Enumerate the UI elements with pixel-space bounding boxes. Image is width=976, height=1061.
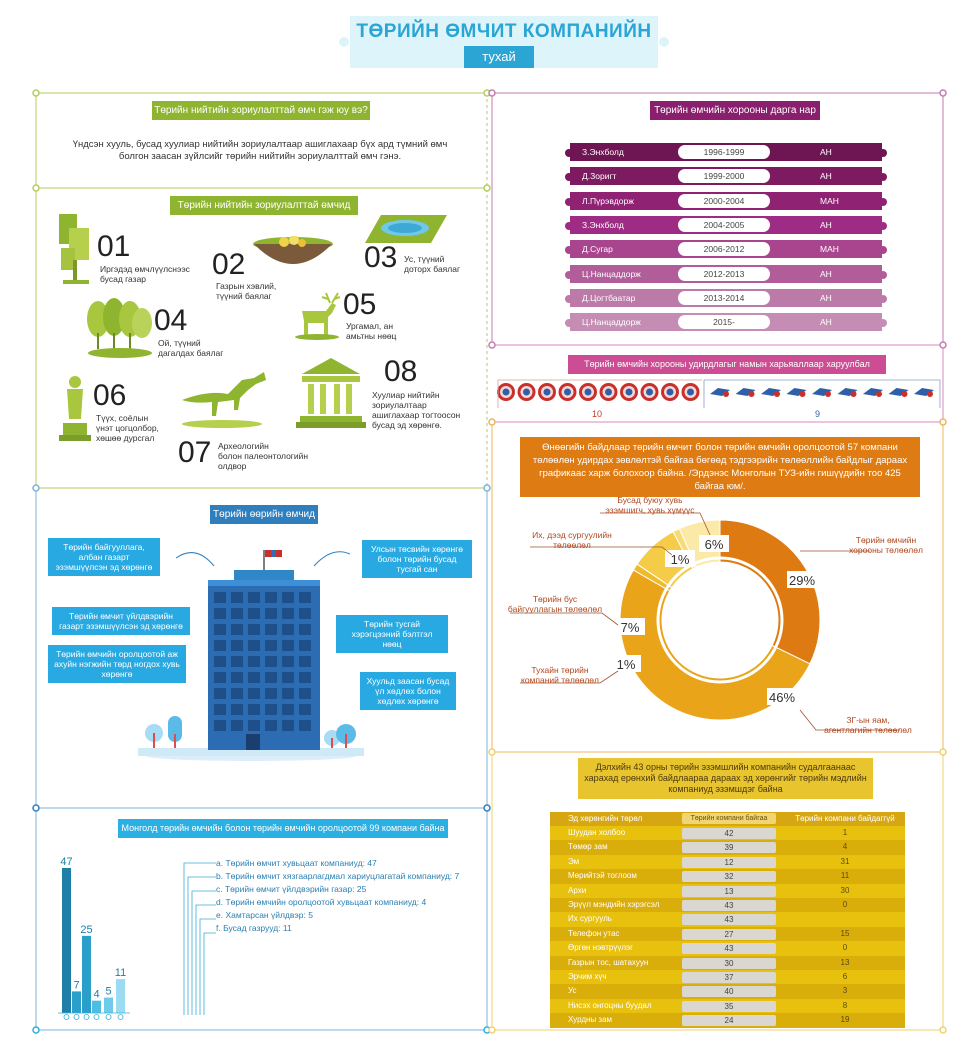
item-label-07 [218, 441, 338, 471]
asset-type: Төмөр зам [568, 842, 608, 852]
building-window [248, 672, 260, 683]
col-asset-type: Эд хөрөнгийн төрөл [568, 814, 643, 823]
state-not-count: 3 [842, 986, 848, 996]
private-property-pill: Төрийн өөрийн өмчид [210, 505, 318, 524]
item-08-line2: зориулалтаар [372, 400, 427, 410]
slice-value-label: 29% [788, 573, 816, 588]
industry-row [550, 941, 905, 956]
building-window [299, 640, 311, 651]
row-ornament [563, 219, 889, 231]
chair-years: 1999-2000 [678, 169, 770, 183]
building-window [282, 608, 294, 619]
an-party-logo [787, 388, 807, 397]
item-number-07: 07 [178, 436, 212, 469]
item-04-line2: дагалдах баялаг [158, 348, 224, 358]
legend-item-d: d. Төрийн өмчийн оролцоотой хувьцаат компаниуд: 4 [216, 897, 427, 907]
building-window [231, 592, 243, 603]
man-party-logo [538, 383, 556, 401]
label-leader [510, 613, 618, 625]
col-state-not: Төрийн компани байдаггүй [795, 814, 895, 823]
item-07-line3: олдвор [218, 461, 247, 471]
item-number-05: 05 [343, 288, 377, 321]
building-window [214, 624, 226, 635]
bar-anchor-dot [64, 1015, 69, 1020]
industry-row [550, 970, 905, 985]
building-window [265, 608, 277, 619]
chair-name: Ц.Нанцаддорж [582, 268, 641, 279]
building-window [231, 720, 243, 731]
slice-value-label: 1% [616, 657, 636, 672]
building-window [282, 688, 294, 699]
building-window [265, 688, 277, 699]
item-label-04 [158, 338, 258, 358]
industry-row [550, 826, 905, 841]
bar-e [104, 998, 113, 1013]
asset-type: Их сургууль [568, 914, 612, 924]
state-has-count: 32 [682, 871, 776, 882]
item-label-05 [346, 321, 446, 341]
minerals-bowl-icon [252, 236, 334, 274]
bar-a [62, 868, 71, 1013]
building-window [299, 704, 311, 715]
chair-party: АН [820, 171, 832, 182]
item-06-line2: үнэт цогцолбор, [96, 423, 159, 433]
an-party-logo [838, 388, 858, 397]
building-window [299, 672, 311, 683]
asset-type: Эм [568, 856, 580, 866]
building-window [282, 672, 294, 683]
slice-value-label: 46% [768, 690, 796, 705]
man-party-logo [682, 383, 700, 401]
building-window [231, 688, 243, 699]
item-number-02: 02 [212, 248, 246, 281]
chair-years: 2015- [678, 315, 770, 329]
building-window [282, 656, 294, 667]
item-07-line2: болон палеонтологийн [218, 451, 309, 461]
man-party-logo [661, 383, 679, 401]
industry-row [550, 1013, 905, 1028]
item-label-03 [404, 254, 484, 274]
row-ornament [563, 170, 889, 182]
company-bar-chart [50, 845, 190, 1025]
item-01-line2: бусад газар [100, 274, 147, 284]
state-has-count: 12 [682, 857, 776, 868]
item-06-line3: хөшөө дурсгал [96, 433, 155, 443]
item-08-line4: бусад эд хөрөнгө. [372, 420, 442, 430]
industry-row [550, 956, 905, 971]
bar-chart-title: Монголд төрийн өмчийн болон төрийн өмчийн оролцоотой 99 компани байна [118, 819, 448, 838]
state-has-count: 30 [682, 958, 776, 969]
asset-type: Газрын тос, шатахуун [568, 957, 649, 967]
building-window [248, 640, 260, 651]
page-subtitle: тухай [464, 46, 534, 68]
item-label-01 [100, 264, 200, 284]
state-not-count: 15 [840, 928, 850, 938]
bar-anchor-dot [106, 1015, 111, 1020]
building-window [214, 720, 226, 731]
building-window [214, 704, 226, 715]
chair-party: АН [820, 317, 832, 328]
building-window [214, 592, 226, 603]
industry-row [550, 912, 905, 927]
building-window [248, 720, 260, 731]
bar-f [116, 979, 125, 1013]
legend-item-a: a. Төрийн өмчит хувьцаат компаниуд: 47 [216, 858, 377, 868]
an-party-logo [736, 388, 756, 397]
slice-category-label: Их, дээд сургуулийн төлөөлөл [532, 530, 612, 550]
representation-donut-chart [500, 495, 940, 750]
industry-table-title: Дэлхийн 43 орны төрийн эзэмшлийн компанийн судалгаанаас харахад ерөнхий байдлаараа дараах эд хөрөнгийг төрийн мэдлийн компаниуд эзэмшдэг байна [578, 758, 873, 799]
item-number-08: 08 [384, 355, 418, 388]
building-window [214, 608, 226, 619]
donut-hole [664, 564, 776, 676]
building-window [299, 624, 311, 635]
state-has-count: 37 [682, 972, 776, 983]
building-window [231, 640, 243, 651]
building-window [231, 704, 243, 715]
industry-row [550, 884, 905, 899]
industry-row [550, 840, 905, 855]
question-pill: Төрийн нийтийн зориулалттай өмч гэж юу вэ? [152, 101, 370, 120]
bar-value-label: 11 [114, 967, 127, 980]
slice-value-label: 1% [670, 552, 690, 567]
row-ornament [563, 268, 889, 280]
asset-type: Нисэх онгоцны буудал [568, 1000, 652, 1010]
man-party-logo [497, 383, 515, 401]
slice-category-label: Төрийн өмчийн хорооны төлөөлөл [849, 535, 923, 555]
slice-category-label: Бусад буюу хувь эзэмшигч, хувь хүмүүс [605, 495, 695, 515]
row-ornament [563, 146, 889, 158]
industry-table-header [550, 812, 905, 826]
bar-anchor-dot [74, 1015, 79, 1020]
man-party-logo [620, 383, 638, 401]
slice-value-label: 7% [620, 620, 640, 635]
building-window [231, 672, 243, 683]
state-not-count: 0 [842, 900, 848, 909]
trees-left [145, 716, 182, 748]
bar-value-label: 25 [80, 923, 93, 936]
asset-type: Телефон утас [568, 928, 620, 938]
bar-c [82, 936, 91, 1013]
state-not-count: 30 [840, 885, 850, 895]
item-08-line1: Хуулиар нийтийн [372, 390, 440, 400]
bar-value-label: 47 [60, 856, 73, 868]
asset-type: Шуудан холбоо [568, 828, 626, 837]
building-window [299, 608, 311, 619]
page-title: ТӨРИЙН ӨМЧИТ КОМПАНИЙН [356, 21, 652, 42]
legend-item-b: b. Төрийн өмчит хязгаарлагдмал хариуцлагатай компаниуд: 7 [216, 871, 460, 881]
bar-anchor-dot [118, 1015, 123, 1020]
building-window [299, 592, 311, 603]
building-window [231, 608, 243, 619]
building-window [265, 624, 277, 635]
building-window [282, 704, 294, 715]
col-state-has: Төрийн компани байгаа [682, 813, 776, 824]
chair-party: АН [820, 268, 832, 279]
asset-type: Эрүүл мэндийн хэрэгсэл [568, 900, 660, 909]
industry-row [550, 869, 905, 884]
building-window [265, 592, 277, 603]
callout-budget-property: Улсын төсвийн хөрөнгө болон төрийн бусад тусгай сан [362, 540, 472, 578]
state-not-count: 0 [842, 943, 848, 953]
building-window [265, 656, 277, 667]
state-not-count: 1 [842, 828, 848, 837]
item-05-line1: Ургамал, ан [346, 321, 394, 331]
answer-line-1: Үндсэн хууль, бусад хуулиар нийтийн зориулалтаар ашиглахаар бүх ард түмний өмч [72, 139, 448, 150]
bar-value-label: 5 [105, 985, 112, 998]
building-window [231, 656, 243, 667]
building-window [265, 704, 277, 715]
callout-special-reserve: Төрийн тусгай хэрэгцээний бэлтгэл нөөц [336, 615, 448, 653]
an-party-logo [710, 388, 730, 397]
man-party-logo [600, 383, 618, 401]
state-has-count: 40 [682, 986, 776, 997]
item-label-02 [216, 281, 316, 301]
man-party-logo [641, 383, 659, 401]
bar-b [72, 991, 81, 1013]
chair-name: Ц.Нанцаддорж [582, 317, 641, 328]
bar-value-label: 7 [73, 979, 80, 992]
an-party-logo [863, 388, 883, 397]
state-has-count: 43 [682, 943, 776, 954]
industry-row [550, 984, 905, 999]
item-06-line1: Түүх, соёлын [96, 413, 149, 423]
asset-type: Мөрийтэй тоглоом [568, 871, 637, 881]
state-not-count: 4 [842, 842, 848, 852]
state-has-count: 27 [682, 929, 776, 940]
row-ornament [563, 292, 889, 304]
land-icon [55, 212, 97, 287]
parties-title: Төрийн өмчийн хорооны удирдлагыг намын харьяаллаар харуулбал [568, 355, 886, 374]
state-has-count: 24 [682, 1015, 776, 1026]
chair-party: АН [820, 292, 832, 303]
asset-type: Ус [568, 986, 577, 996]
chair-name: Д.Сугар [582, 244, 613, 255]
trees-right [324, 724, 356, 748]
man-party-logo [559, 383, 577, 401]
chair-name: Д.Зоригт [582, 171, 617, 182]
chair-name: Л.Пүрэвдорж [582, 195, 634, 206]
item-03-line1: Ус, түүний [404, 254, 445, 264]
government-building-icon [296, 356, 366, 430]
chair-name: З.Энхболд [582, 219, 624, 230]
chair-name: З.Энхболд [582, 147, 624, 157]
building-window [248, 608, 260, 619]
building-window [282, 640, 294, 651]
building-window [265, 640, 277, 651]
callout-state-share-property: Төрийн өмчийн оролцоотой аж ахуйн нэгжийн төрд ногдох хувь хөрөнгө [48, 645, 186, 683]
bar-anchor-dot [84, 1015, 89, 1020]
building-window [282, 624, 294, 635]
legend-item-e: e. Хамтарсан үйлдвэр: 5 [216, 910, 313, 920]
callout-other-property: Хуульд заасан бусад үл хөдлөх болон хөдлөх хөрөнгө [360, 672, 456, 710]
building-window [214, 672, 226, 683]
forest-icon [86, 297, 154, 359]
building-window [299, 688, 311, 699]
industry-row [550, 898, 905, 913]
chairs-title: Төрийн өмчийн хорооны дарга нар [650, 101, 820, 120]
chair-party: АН [820, 219, 832, 230]
legend-item-c: c. Төрийн өмчит үйлдвэрийн газар: 25 [216, 884, 367, 894]
building-window [265, 672, 277, 683]
industry-row [550, 855, 905, 870]
an-count: 9 [815, 409, 821, 419]
building-window [248, 624, 260, 635]
building-window [299, 656, 311, 667]
state-not-count: 11 [840, 871, 850, 881]
item-05-line2: амьтны нөөц [346, 331, 397, 341]
callout-state-org-property: Төрийн байгууллага, албан газарт эзэмшүүлсэн эд хөрөнгө [48, 538, 160, 576]
chair-party: МАН [820, 195, 839, 206]
item-08-line3: ашиглахаар тогтоосон [372, 410, 461, 420]
row-ornament [563, 243, 889, 255]
state-has-count: 43 [682, 914, 776, 925]
public-list-pill: Төрийн нийтийн зориулалттай өмчид [170, 196, 358, 215]
item-number-03: 03 [364, 241, 398, 274]
item-02-line1: Газрын хэвлий, [216, 281, 277, 291]
state-not-count: 6 [842, 972, 848, 981]
callout-state-factory-property: Төрийн өмчит үйлдвэрийн газарт эзэмшүүлсэн эд хөрөнгө [52, 607, 190, 635]
state-not-count: 31 [840, 856, 850, 866]
building-window [248, 688, 260, 699]
item-01-line1: Иргэдэд өмчлүүлснээс [100, 264, 190, 274]
chair-years: 2000-2004 [678, 194, 770, 208]
asset-type: Архи [568, 885, 587, 895]
man-count: 10 [592, 409, 603, 419]
building-window [214, 656, 226, 667]
an-party-logo [889, 388, 909, 397]
asset-type: Эрчим хүч [568, 972, 607, 981]
item-label-08 [372, 390, 482, 430]
state-has-count: 13 [682, 886, 776, 897]
man-party-logo [579, 383, 597, 401]
bar-d [92, 1001, 101, 1013]
building-window [214, 688, 226, 699]
item-02-line2: түүний баялаг [216, 291, 272, 301]
asset-type: Өргөн нэвтрүүлэг [568, 943, 634, 953]
man-party-logo [518, 383, 536, 401]
donut-intro: Өнөөгийн байдлаар төрийн өмчит болон төрийн өмчийн оролцоотой 57 компани төлөөлөн удирдах зөвлөлтэй байгаа бөгөөд тэдгээрийн төлөөллийн байдлыг дараах графикаас харж болохоор байна. /Эрдэнэс Монголын ТУЗ-ийн гишүүдийн тоо 425 байгаа юм/. [520, 437, 920, 497]
item-number-01: 01 [97, 230, 131, 263]
answer-line-2: болгон заасан зүйлсийг төрийн нийтийн зориулалттай өмч гэнэ. [118, 151, 402, 162]
bar-value-label: 4 [93, 988, 100, 1001]
slice-category-label: ЗГ-ын яам, агентлагийн төлөөлөл [824, 715, 912, 735]
chair-years: 1996-1999 [678, 145, 770, 159]
state-not-count: 13 [840, 957, 850, 967]
building-window [299, 720, 311, 731]
row-ornament [563, 316, 889, 328]
asset-type: Хурдны зам [568, 1015, 613, 1025]
chair-party: АН [820, 147, 832, 157]
bar-anchor-dot [94, 1015, 99, 1020]
building-window [265, 720, 277, 731]
item-07-line1: Археологийн [218, 441, 269, 451]
state-has-count: 43 [682, 900, 776, 911]
item-04-line1: Ой, түүний [158, 338, 201, 348]
item-number-04: 04 [154, 304, 188, 337]
chair-years: 2013-2014 [678, 291, 770, 305]
statue-icon [55, 373, 95, 445]
slice-category-label: Төрийн бус байгууллагын төлөөлөл [507, 594, 603, 614]
item-number-06: 06 [93, 379, 127, 412]
an-party-logo [914, 388, 934, 397]
slice-category-label: Тухайн төрийн компаний төлөөлөл [521, 665, 599, 685]
state-has-count: 39 [682, 842, 776, 853]
building-window [282, 720, 294, 731]
chair-years: 2004-2005 [678, 218, 770, 232]
item-03-line2: доторх баялаг [404, 264, 461, 274]
state-has-count: 35 [682, 1001, 776, 1012]
row-ornament [563, 195, 889, 207]
state-has-count: 42 [682, 828, 776, 839]
building-window [248, 704, 260, 715]
chair-years: 2006-2012 [678, 242, 770, 256]
answer-text [40, 139, 480, 163]
industry-row [550, 999, 905, 1014]
bar-legend [216, 857, 486, 935]
chair-party: МАН [820, 244, 839, 255]
party-icons [496, 378, 942, 422]
chair-years: 2012-2013 [678, 267, 770, 281]
chair-name: Д.Цогтбаатар [582, 292, 636, 303]
slice-value-label: 6% [704, 537, 724, 552]
an-party-logo [761, 388, 781, 397]
building-window [248, 592, 260, 603]
an-party-logo [812, 388, 832, 397]
legend-item-f: f. Бусад газрууд: 11 [216, 923, 292, 933]
building-window [282, 592, 294, 603]
state-not-count: 8 [842, 1000, 848, 1010]
state-not-count: 19 [840, 1015, 850, 1025]
building-window [214, 640, 226, 651]
industry-row [550, 927, 905, 942]
building-window [231, 624, 243, 635]
building-window [248, 656, 260, 667]
